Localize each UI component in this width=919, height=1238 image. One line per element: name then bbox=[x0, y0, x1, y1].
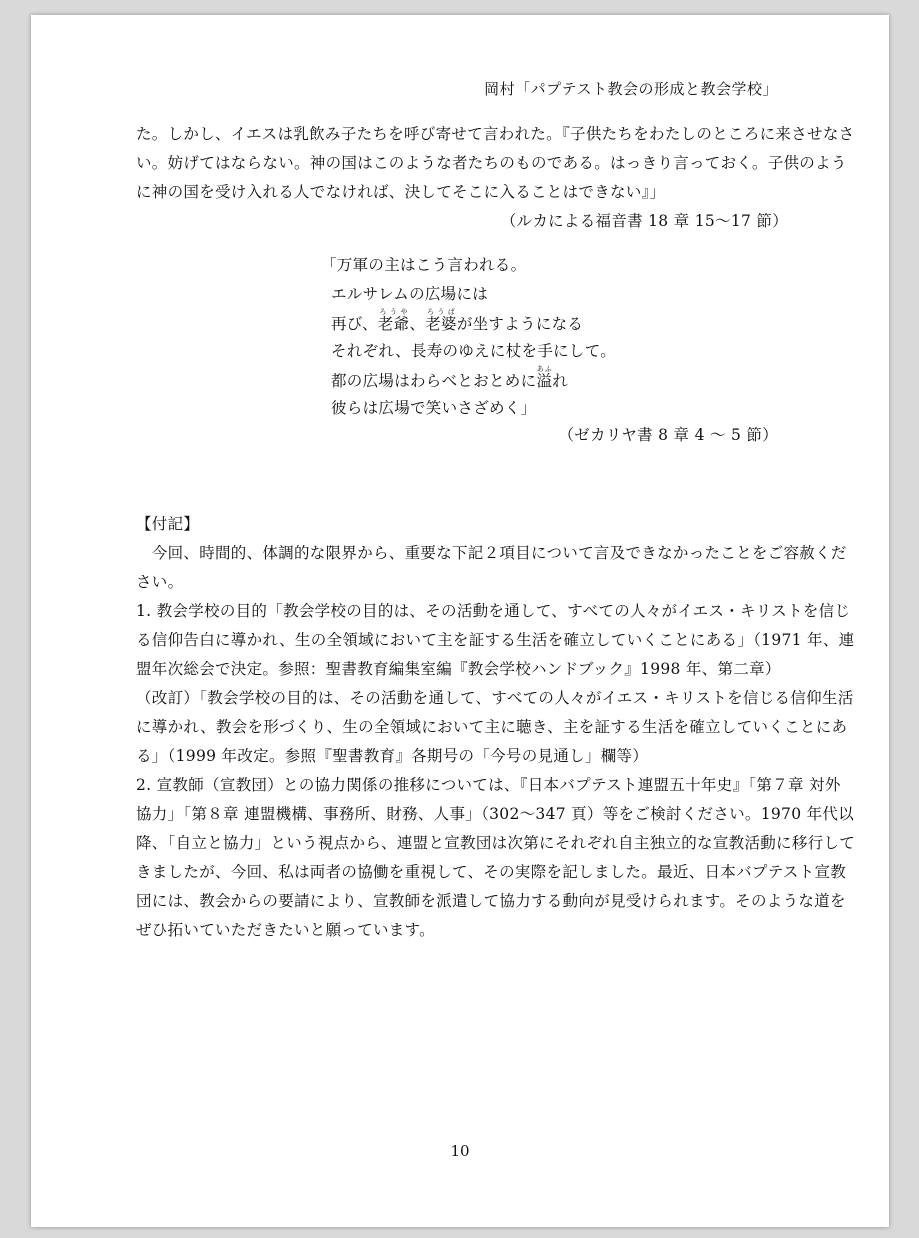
appendix-line-7: に導かれ、教会を形づくり、生の全領域において主に聴き、主を証する生活を確立していくことにあ bbox=[136, 718, 848, 736]
appendix-line-2: さい。 bbox=[136, 573, 184, 591]
luke-citation: （ルカによる福音書 18 章 15～17 節） bbox=[500, 212, 788, 230]
word-afure: 溢 bbox=[536, 372, 553, 390]
ruby-roya bbox=[377, 308, 410, 333]
ruby-text-roba: ろうば bbox=[425, 308, 457, 316]
appendix bbox=[136, 510, 856, 945]
poem-line-3-part-a: 再び、 bbox=[331, 315, 378, 333]
document-page bbox=[31, 15, 889, 1227]
appendix-line-5: 盟年次総会で決定。参照：聖書教育編集室編『教会学校ハンドブック』1998 年、第二章） bbox=[136, 660, 781, 678]
appendix-line-4: る信仰告白に導かれ、生の全領域において主を証する生活を確立していくことにある」（1971 年、連 bbox=[136, 631, 855, 649]
appendix-line-10: 協力」「第８章 連盟機構、事務所、財務、人事」（302～347 頁）等をご検討ください。1970 年代以 bbox=[136, 805, 854, 823]
poem-line-3 bbox=[321, 308, 616, 337]
appendix-line-13: 団には、教会からの要請により、宣教師を派遣して協力する動向が見受けられます。そのような道を bbox=[136, 892, 846, 910]
ruby-text-afure: あふ bbox=[536, 365, 553, 373]
ruby-afure bbox=[536, 365, 553, 390]
appendix-line-1: 今回、時間的、体調的な限界から、重要な下記２項目について言及できなかったことをご容赦くだ bbox=[136, 544, 847, 562]
poem-line-2: エルサレムの広場には bbox=[331, 284, 489, 303]
ruby-roba bbox=[425, 308, 457, 333]
appendix-line-3: 1. 教会学校の目的「教会学校の目的は、その活動を通して、すべての人々がイエス・キリストを信じ bbox=[136, 602, 851, 620]
poem-line-6: 彼らは広場で笑いさざめく」 bbox=[331, 398, 537, 417]
luke-quote-line-2: い。妨げてはならない。神の国はこのような者たちのものである。はっきり言っておく。子供のよう bbox=[136, 154, 847, 172]
poem-line-4: それぞれ、長寿のゆえに杖を手にして。 bbox=[331, 341, 617, 360]
poem-line-5-part-a: 都の広場はわらべとおとめに bbox=[331, 372, 537, 390]
appendix-line-6: （改訂）「教会学校の目的は、その活動を通して、すべての人々がイエス・キリストを信じる信仰生活 bbox=[136, 689, 854, 707]
zechariah-poem bbox=[321, 251, 616, 422]
luke-quote-line-3: に神の国を受け入れる人でなければ、決してそこに入ることはできない』」 bbox=[136, 183, 666, 201]
appendix-line-14: ぜひ拓いていただきたいと願っています。 bbox=[136, 921, 435, 939]
zechariah-citation: （ゼカリヤ書 8 章 4 ～ 5 節） bbox=[558, 426, 778, 444]
word-roya: 老爺 bbox=[377, 315, 410, 333]
page-number: 10 bbox=[450, 1142, 470, 1160]
luke-quote-line-1: た。しかし、イエスは乳飲み子たちを呼び寄せて言われた。『子供たちをわたしのところに来させなさ bbox=[136, 125, 855, 143]
ruby-text-roya: ろうや bbox=[377, 308, 410, 316]
luke-quote bbox=[136, 120, 855, 236]
poem-line-5-part-b: れ bbox=[552, 372, 569, 390]
poem-line-5 bbox=[321, 365, 616, 394]
poem-line-3-part-b: 、 bbox=[409, 315, 426, 333]
appendix-heading: 【付記】 bbox=[136, 515, 200, 533]
appendix-line-8: る」（1999 年改定。参照『聖書教育』各期号の「今号の見通し」欄等） bbox=[136, 747, 649, 765]
poem-line-3-part-c: が坐すようになる bbox=[456, 315, 584, 333]
appendix-line-11: 降、「自立と協力」という視点から、連盟と宣教団は次第にそれぞれ自主独立的な宣教活動に移行して bbox=[136, 834, 856, 852]
word-roba: 老婆 bbox=[425, 315, 457, 333]
poem-line-1: 「万軍の主はこう言われる。 bbox=[321, 256, 527, 274]
running-header: 岡村「パプテスト教会の形成と教会学校」 bbox=[484, 80, 778, 98]
appendix-line-9: 2. 宣教師（宣教団）との協力関係の推移については、『日本バプテスト連盟五十年史』「第７章 対外 bbox=[136, 776, 841, 794]
appendix-line-12: きましたが、今回、私は両者の協働を重視して、その実際を記しました。最近、日本バプテスト宣教 bbox=[136, 863, 847, 881]
